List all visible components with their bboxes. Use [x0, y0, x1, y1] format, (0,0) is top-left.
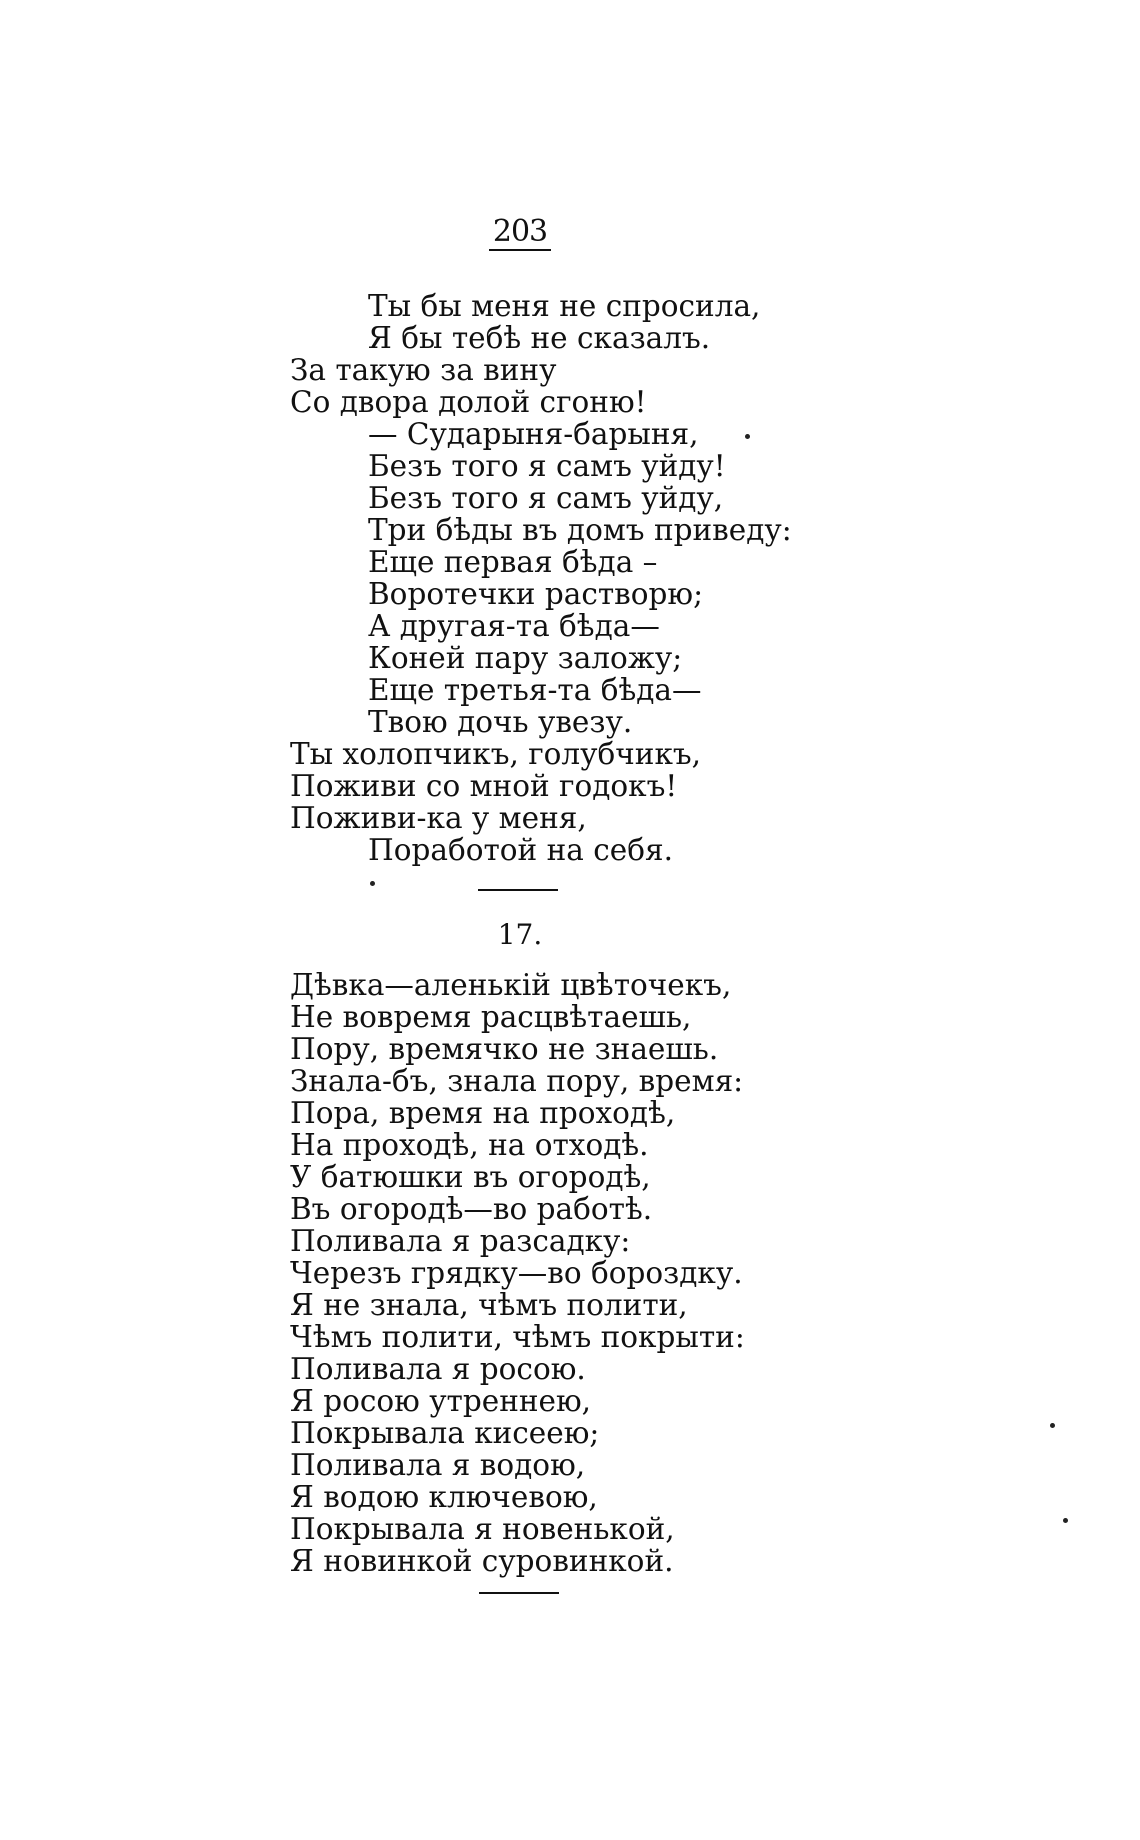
section-divider: [478, 889, 558, 891]
poem-continued: [290, 290, 792, 866]
poem-line: Твою дочь увезу.: [368, 705, 633, 739]
poem-line: Знала-бъ, знала пору, время:: [290, 1064, 744, 1098]
poem-line: Я водою ключевою,: [290, 1480, 598, 1514]
poem-line: Черезъ грядку—во бороздку.: [290, 1256, 743, 1290]
poem-line: Я росою утреннею,: [290, 1384, 592, 1418]
poem-line: Я не знала, чѣмъ полити,: [290, 1288, 688, 1322]
poem-line: Въ огородѣ—во работѣ.: [290, 1192, 653, 1226]
poem-line: Коней пару заложу;: [368, 641, 683, 675]
poem-line: Безъ того я самъ уйду,: [368, 481, 724, 515]
poem-line: Не вовремя расцвѣтаешь,: [290, 1000, 692, 1034]
poem-17: [290, 969, 745, 1577]
scan-speck: [370, 881, 375, 886]
page-number-text: 203: [489, 215, 551, 251]
poem-line: Еще первая бѣда –: [368, 545, 658, 579]
scan-speck: [1063, 1518, 1068, 1523]
poem-line: Покрывала я новенькой,: [290, 1512, 675, 1546]
poem-line: Ты бы меня не спросила,: [368, 289, 761, 323]
poem-line: Еще третья-та бѣда—: [368, 673, 702, 707]
poem-line: Пору, времячко не знаешь.: [290, 1032, 719, 1066]
poem-line: Пора, время на проходѣ,: [290, 1096, 676, 1130]
poem-line: Три бѣды въ домъ приведу:: [368, 513, 792, 547]
poem-line: Ты холопчикъ, голубчикъ,: [290, 737, 702, 771]
poem-line: Безъ того я самъ уйду!: [368, 449, 726, 483]
poem-line: Со двора долой сгоню!: [290, 385, 647, 419]
scan-speck: [1050, 1423, 1055, 1428]
poem-line: — Сударыня-барыня,: [368, 417, 699, 451]
poem-line: Воротечки растворю;: [368, 577, 704, 611]
poem-line: Я бы тебѣ не сказалъ.: [368, 321, 711, 355]
poem-line: У батюшки въ огородѣ,: [290, 1160, 651, 1194]
page-number: [460, 215, 580, 251]
end-divider: [479, 1592, 559, 1594]
poem-line: Поливала я разсадку:: [290, 1224, 631, 1258]
poem-line: Поработой на себя.: [368, 833, 673, 867]
scan-speck: [745, 434, 750, 439]
poem-line: А другая-та бѣда—: [368, 609, 660, 643]
poem-line: Поливала я водою,: [290, 1448, 586, 1482]
poem-line: Покрывала кисеею;: [290, 1416, 600, 1450]
poem-line: На проходѣ, на отходѣ.: [290, 1128, 649, 1162]
section-number: 17.: [497, 918, 543, 951]
poem-line: Поживи со мной годокъ!: [290, 769, 678, 803]
poem-line: Поживи-ка у меня,: [290, 801, 587, 835]
poem-line: Чѣмъ полити, чѣмъ покрыти:: [290, 1320, 745, 1354]
poem-line: Поливала я росою.: [290, 1352, 586, 1386]
poem-line: Я новинкой суровинкой.: [290, 1544, 674, 1578]
poem-line: За такую за вину: [290, 353, 557, 387]
poem-line: Дѣвка—аленькій цвѣточекъ,: [290, 968, 732, 1002]
